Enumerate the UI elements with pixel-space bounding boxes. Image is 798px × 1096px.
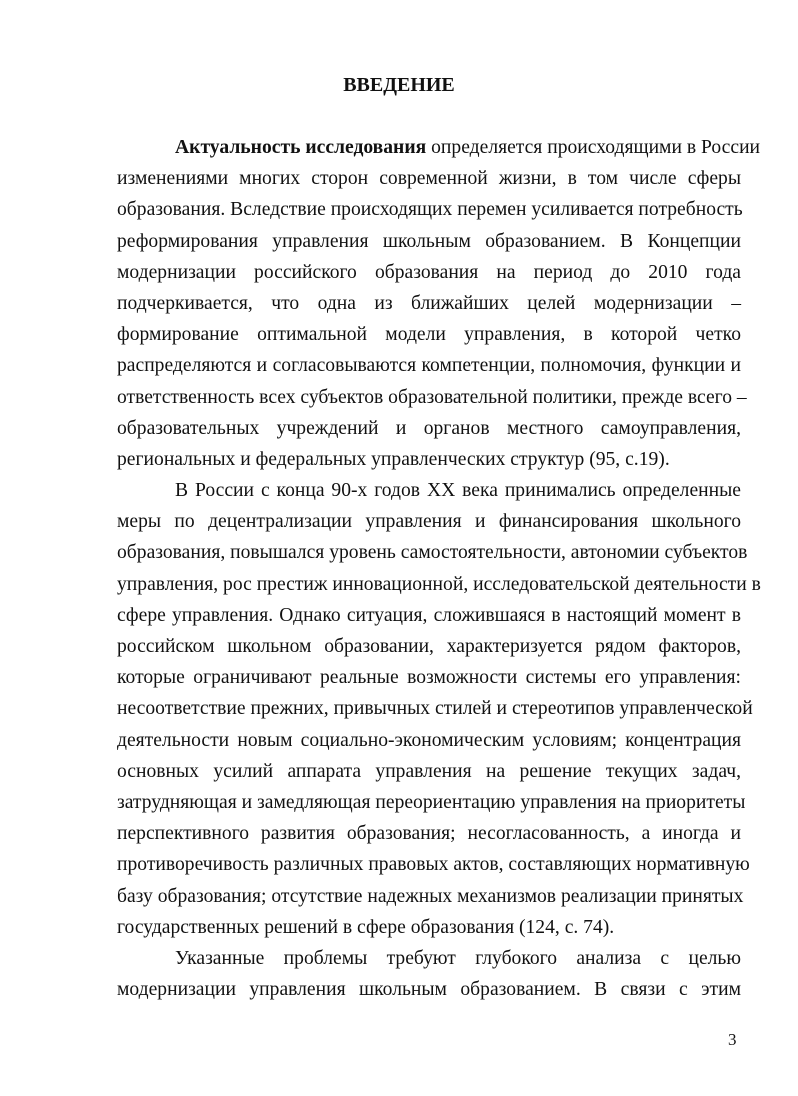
text-line: базу образования; отсутствие надежных механизмов реализации принятых xyxy=(117,885,744,907)
text-span: определяется происходящими в России xyxy=(426,137,761,158)
body-text xyxy=(117,132,761,1005)
text-line: государственных решений в сфере образования (124, с. 74). xyxy=(117,916,615,938)
text-line: образования. Вследствие происходящих перемен усиливается потребность xyxy=(117,199,743,221)
text-line: В России с конца 90-х годов XX века принимались определенные xyxy=(175,480,741,502)
text-line: региональных и федеральных управленческих структур (95, с.19). xyxy=(117,448,670,470)
page-title: ВВЕДЕНИЕ xyxy=(343,74,455,96)
page-number: 3 xyxy=(728,1030,737,1049)
text-line: Указанные проблемы требуют глубокого анализа с целью xyxy=(175,947,741,969)
text-line: затрудняющая и замедляющая переориентацию управления на приоритеты xyxy=(117,791,746,813)
text-line: управления, рос престиж инновационной, исследовательской деятельности в xyxy=(117,573,761,595)
text-line: ответственность всех субъектов образовательной политики, прежде всего – xyxy=(117,386,747,408)
text-line: сфере управления. Однако ситуация, сложившаяся в настоящий момент в xyxy=(117,604,741,626)
text-line: которые ограничивают реальные возможности системы его управления: xyxy=(117,667,741,689)
text-line: основных усилий аппарата управления на решение текущих задач, xyxy=(117,760,741,782)
text-line: образования, повышался уровень самостоятельности, автономии субъектов xyxy=(117,542,748,564)
text-line: подчеркивается, что одна из ближайших целей модернизации – xyxy=(117,292,741,314)
text-line: меры по децентрализации управления и финансирования школьного xyxy=(117,511,741,533)
text-line: изменениями многих сторон современной жизни, в том числе сферы xyxy=(117,168,741,190)
text-line: модернизации управления школьным образованием. В связи с этим xyxy=(117,979,741,1001)
text-line: перспективного развития образования; несогласованность, а иногда и xyxy=(117,823,741,845)
text-line xyxy=(117,132,761,163)
text-line: реформирования управления школьным образованием. В Концепции xyxy=(117,230,741,252)
text-line: распределяются и согласовываются компетенции, полномочия, функции и xyxy=(117,355,741,377)
text-line: деятельности новым социально-экономическим условиям; концентрация xyxy=(117,729,741,751)
text-line: образовательных учреждений и органов местного самоуправления, xyxy=(117,417,741,439)
text-line: российском школьном образовании, характеризуется рядом факторов, xyxy=(117,636,741,657)
text-line: несоответствие прежних, привычных стилей и стереотипов управленческой xyxy=(117,698,753,720)
text-line: противоречивость различных правовых актов, составляющих нормативную xyxy=(117,854,750,876)
bold-lead: Актуальность исследования xyxy=(175,137,427,158)
text-line: модернизации российского образования на период до 2010 года xyxy=(117,261,741,283)
text-line: формирование оптимальной модели управления, в которой четко xyxy=(117,324,741,346)
